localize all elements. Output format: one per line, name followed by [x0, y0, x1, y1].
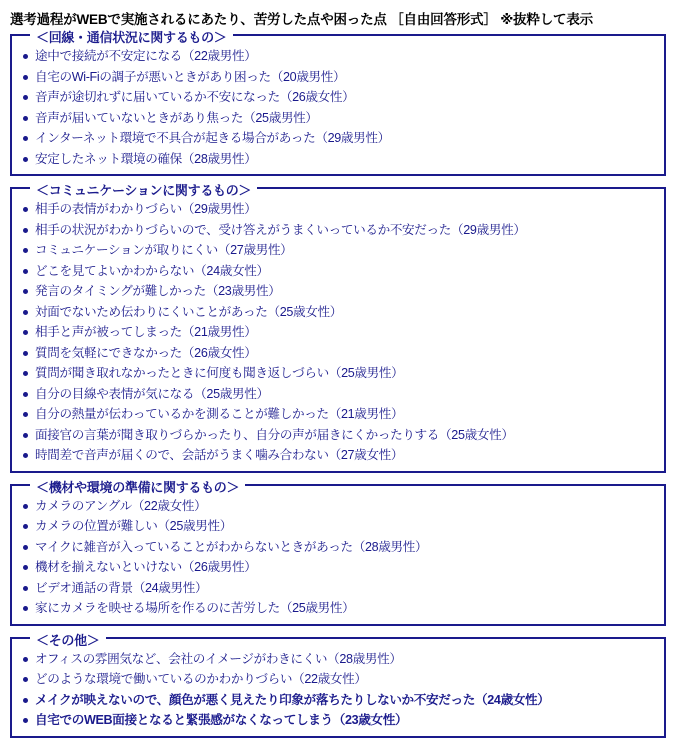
list-item: 対面でないため伝わりにくいことがあった（25歳女性） [22, 302, 658, 323]
list-item: ビデオ通話の背景（24歳男性） [22, 578, 658, 599]
list-item: 安定したネット環境の確保（28歳男性） [22, 149, 658, 170]
list-item: マイクに雑音が入っていることがわからないときがあった（28歳男性） [22, 537, 658, 558]
list-item: 音声が届いていないときがあり焦った（25歳男性） [22, 108, 658, 129]
list-item: 自分の目線や表情が気になる（25歳男性） [22, 384, 658, 405]
list-item: 自宅のWi-Fiの調子が悪いときがあり困った（20歳男性） [22, 67, 658, 88]
list-item: 発言のタイミングが難しかった（23歳男性） [22, 281, 658, 302]
list-item: 音声が途切れずに届いているか不安になった（26歳女性） [22, 87, 658, 108]
item-list [22, 199, 658, 466]
list-item: 質問が聞き取れなかったときに何度も聞き返しづらい（25歳男性） [22, 363, 658, 384]
list-item: カメラの位置が難しい（25歳男性） [22, 516, 658, 537]
section-equipment [10, 479, 666, 626]
section-network [10, 30, 666, 176]
list-item: コミュニケーションが取りにくい（27歳男性） [22, 240, 658, 261]
list-item: どのような環境で働いているのかわかりづらい（22歳女性） [22, 669, 658, 690]
list-item: カメラのアングル（22歳女性） [22, 496, 658, 517]
section-communication [10, 183, 666, 473]
list-item: 面接官の言葉が聞き取りづらかったり、自分の声が届きにくかったりする（25歳女性） [22, 425, 658, 446]
list-item: インターネット環境で不具合が起きる場合があった（29歳男性） [22, 128, 658, 149]
list-item: 相手の表情がわかりづらい（29歳男性） [22, 199, 658, 220]
item-list [22, 496, 658, 619]
item-list [22, 46, 658, 169]
list-item: メイクが映えないので、顔色が悪く見えたり印象が落ちたりしないか不安だった（24歳女性） [22, 690, 658, 711]
section-header: ＜機材や環境の準備に関するもの＞ [30, 477, 245, 496]
list-item: 家にカメラを映せる場所を作るのに苦労した（25歳男性） [22, 598, 658, 619]
section-other [10, 632, 666, 738]
list-item: 質問を気軽にできなかった（26歳女性） [22, 343, 658, 364]
list-item: 機材を揃えないといけない（26歳男性） [22, 557, 658, 578]
list-item: 相手の状況がわかりづらいので、受け答えがうまくいっているか不安だった（29歳男性） [22, 220, 658, 241]
list-item: 自宅でのWEB面接となると緊張感がなくなってしまう（23歳女性） [22, 710, 658, 731]
list-item: 時間差で音声が届くので、会話がうまく噛み合わない（27歳女性） [22, 445, 658, 466]
section-header: ＜回線・通信状況に関するもの＞ [30, 27, 233, 46]
item-list [22, 649, 658, 731]
list-item: 途中で接続が不安定になる（22歳男性） [22, 46, 658, 67]
section-header: ＜コミュニケーションに関するもの＞ [30, 180, 257, 199]
page-title: 選考過程がWEBで実施されるにあたり、苦労した点や困った点 ［自由回答形式］ ※抜粋して表示 [10, 12, 593, 27]
list-item: どこを見てよいかわからない（24歳女性） [22, 261, 658, 282]
section-header: ＜その他＞ [30, 630, 106, 649]
list-item: 自分の熱量が伝わっているかを測ることが難しかった（21歳男性） [22, 404, 658, 425]
list-item: オフィスの雰囲気など、会社のイメージがわきにくい（28歳男性） [22, 649, 658, 670]
list-item: 相手と声が被ってしまった（21歳男性） [22, 322, 658, 343]
